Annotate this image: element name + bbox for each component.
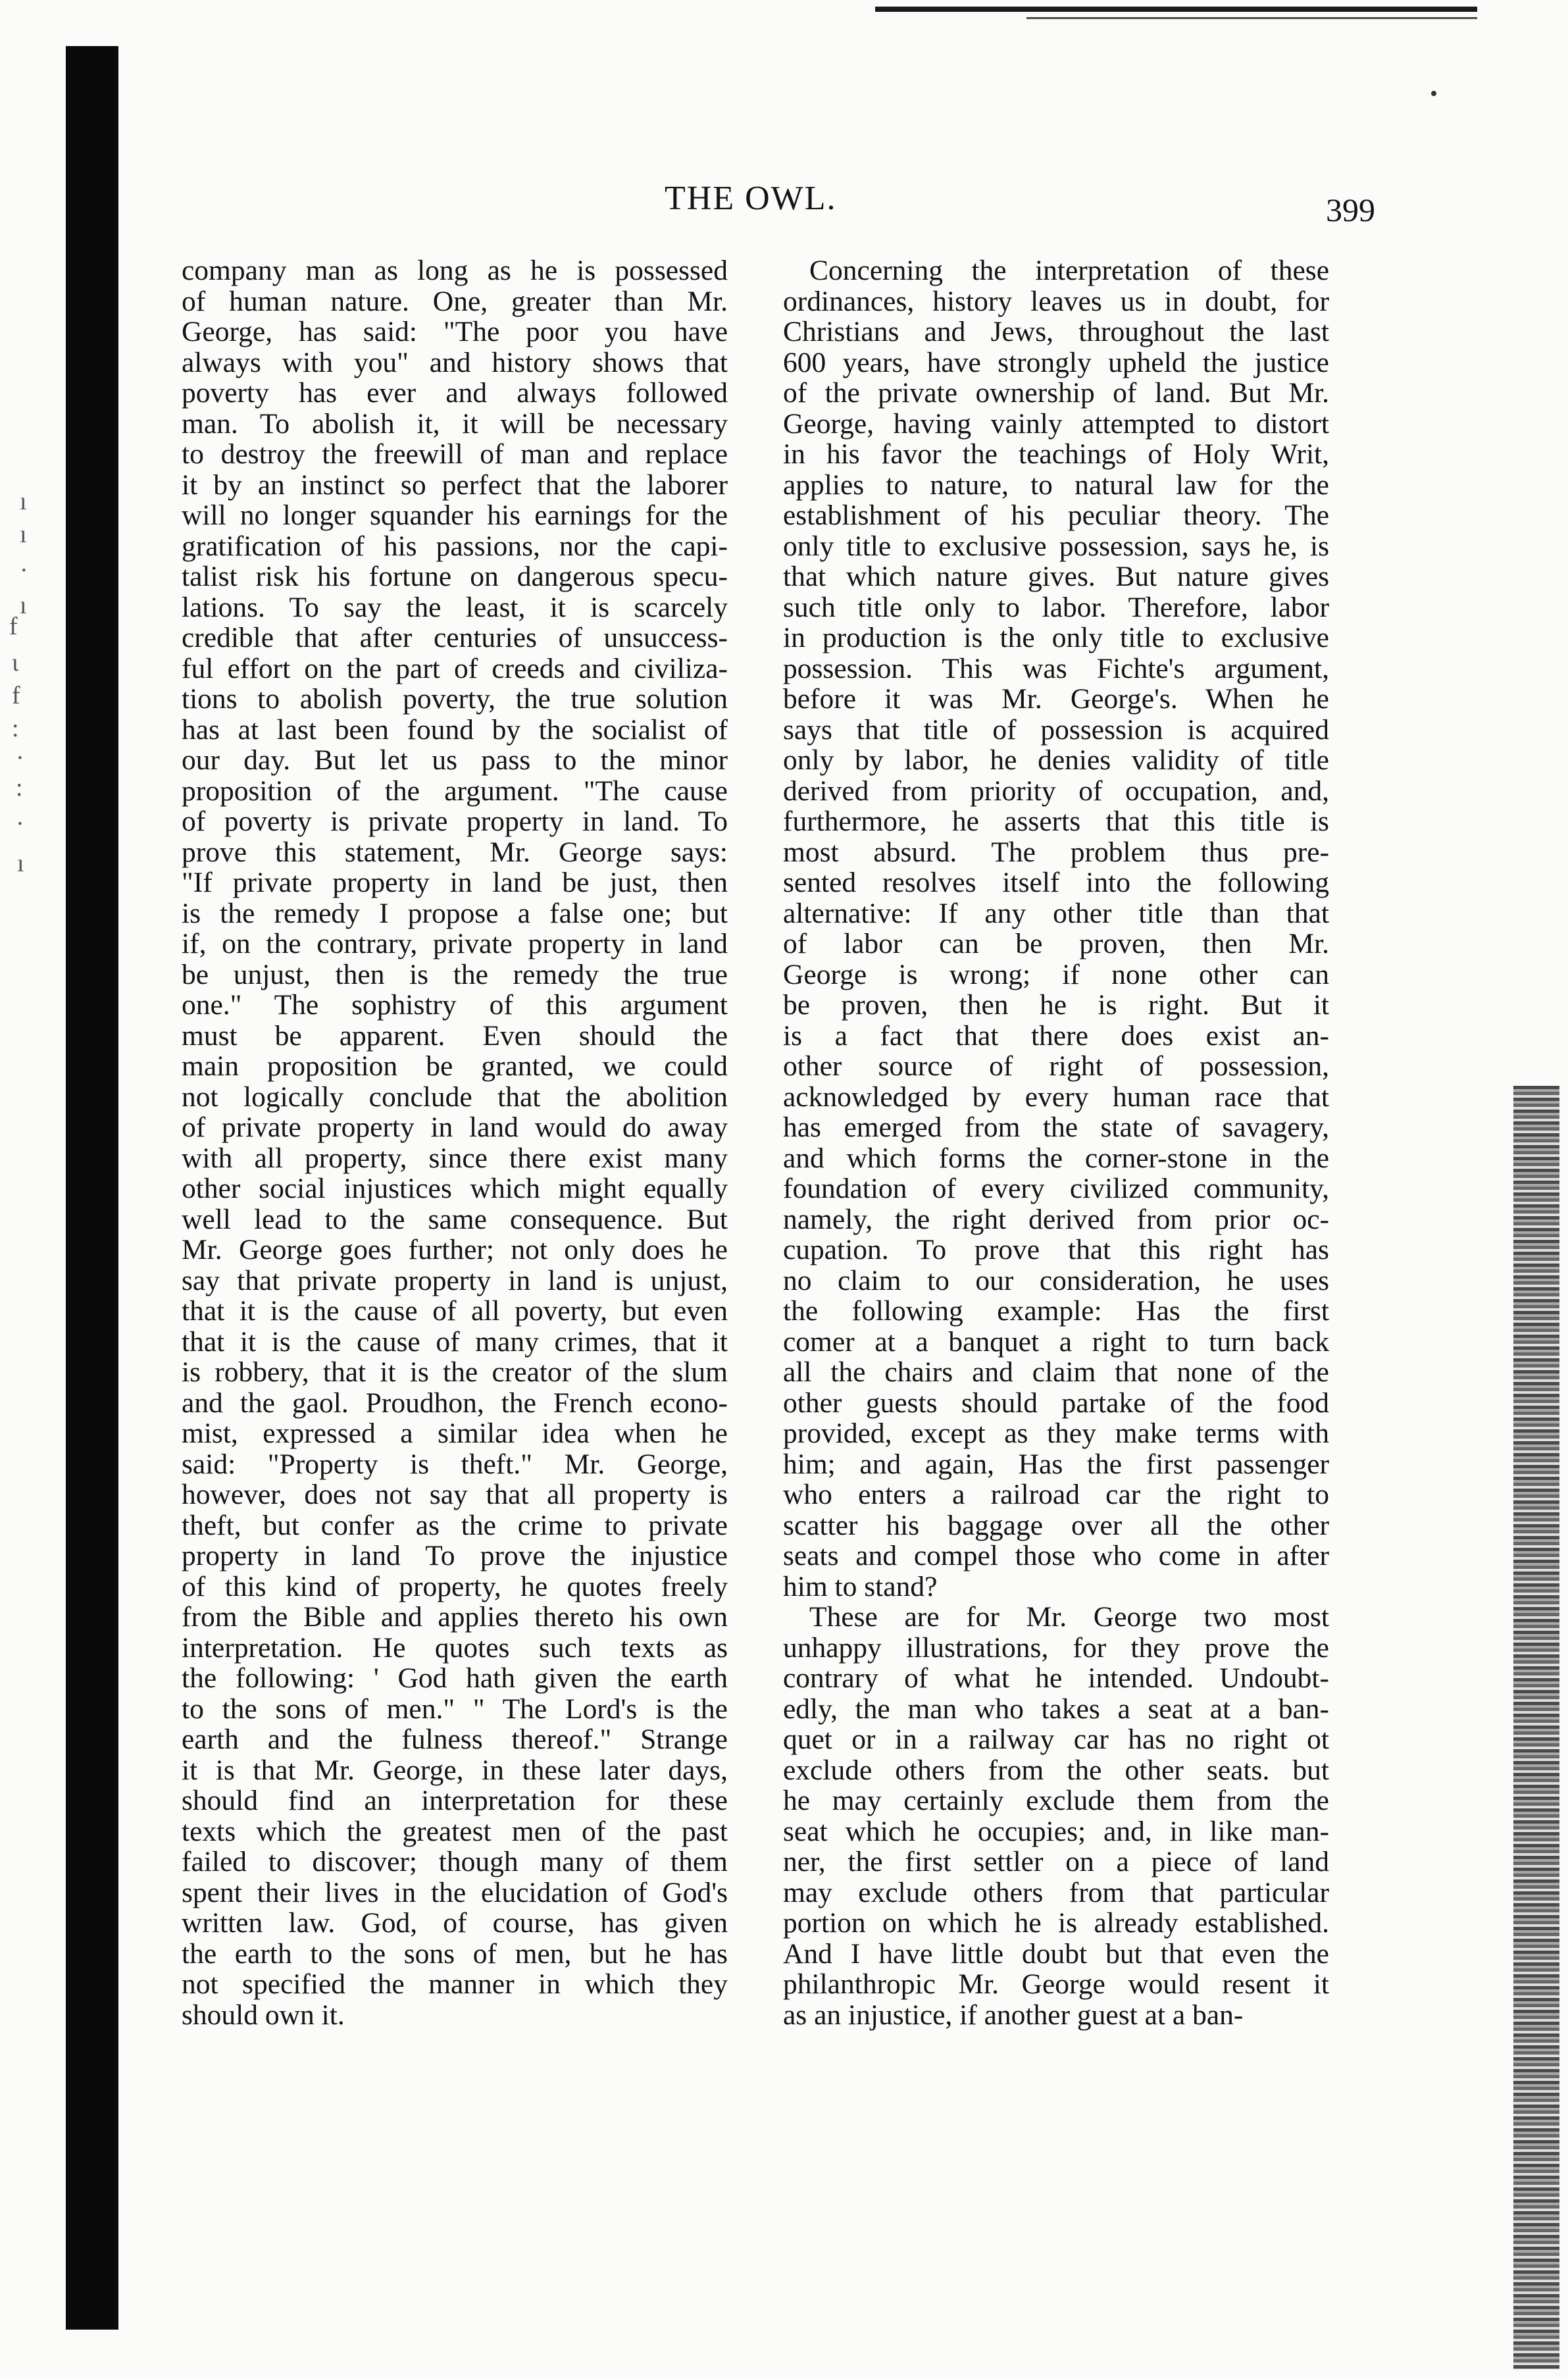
text-line: of poverty is private property in land. To bbox=[182, 805, 728, 837]
text-line: derived from priority of occupation, and, bbox=[783, 775, 1329, 807]
margin-mark: ı bbox=[20, 488, 27, 515]
text-line: has emerged from the state of savagery, bbox=[783, 1112, 1329, 1143]
text-line: exclude others from the other seats. but bbox=[783, 1754, 1329, 1786]
text-line: edly, the man who takes a seat at a ban- bbox=[783, 1693, 1329, 1725]
text-line: be unjust, then is the remedy the true bbox=[182, 958, 728, 990]
text-line: alternative: If any other title than that bbox=[783, 897, 1329, 929]
text-line: is a fact that there does exist an- bbox=[783, 1019, 1329, 1052]
text-line: has at last been found by the socialist of bbox=[182, 713, 728, 746]
text-line: will no longer squander his earnings for the bbox=[182, 499, 728, 531]
text-line: must be apparent. Even should the bbox=[182, 1019, 728, 1052]
text-line: may exclude others from that particular bbox=[783, 1876, 1329, 1908]
text-line: Christians and Jews, throughout the last bbox=[783, 316, 1329, 347]
text-line: failed to discover; though many of them bbox=[182, 1846, 728, 1878]
text-line: be proven, then he is right. But it bbox=[783, 989, 1329, 1021]
text-line: earth and the fulness thereof." Strange bbox=[182, 1724, 728, 1755]
text-line: to the sons of men." " The Lord's is the bbox=[182, 1693, 728, 1725]
margin-mark: ı bbox=[17, 850, 24, 877]
text-line: the following example: Has the first bbox=[783, 1295, 1329, 1327]
text-line: ful effort on the part of creeds and civiliza- bbox=[182, 652, 728, 684]
text-line: George, having vainly attempted to distort bbox=[783, 407, 1329, 440]
text-line: unhappy illustrations, for they prove the bbox=[783, 1631, 1329, 1664]
text-line: Mr. George goes further; not only does he bbox=[182, 1234, 728, 1265]
right-column bbox=[783, 255, 1329, 2030]
text-line: of private property in land would do away bbox=[182, 1112, 728, 1143]
text-line: other social injustices which might equally bbox=[182, 1173, 728, 1204]
text-line: sented resolves itself into the following bbox=[783, 867, 1329, 898]
text-line: that which nature gives. But nature gives bbox=[783, 561, 1329, 592]
scan-top-rule bbox=[875, 7, 1477, 12]
text-line: possession. This was Fichte's argument, bbox=[783, 652, 1329, 684]
left-column bbox=[182, 255, 728, 2030]
text-line: acknowledged by every human race that bbox=[783, 1081, 1329, 1113]
margin-mark: · bbox=[20, 557, 28, 584]
text-line: that it is the cause of many crimes, that it bbox=[182, 1325, 728, 1358]
text-line: to destroy the freewill of man and replace bbox=[182, 438, 728, 470]
text-line: not specified the manner in which they bbox=[182, 1968, 728, 2000]
text-line: and which forms the corner-stone in the bbox=[783, 1142, 1329, 1174]
margin-mark: · bbox=[16, 744, 24, 772]
margin-mark: ı bbox=[20, 521, 27, 548]
text-line: namely, the right derived from prior oc- bbox=[783, 1203, 1329, 1235]
text-line: he may certainly exclude them from the bbox=[783, 1785, 1329, 1816]
text-line: him; and again, Has the first passenger bbox=[783, 1448, 1329, 1480]
text-line: provided, except as they make terms with bbox=[783, 1418, 1329, 1449]
text-line: main proposition be granted, we could bbox=[182, 1050, 728, 1082]
text-line: of labor can be proven, then Mr. bbox=[783, 928, 1329, 959]
text-line: texts which the greatest men of the past bbox=[182, 1815, 728, 1847]
text-line: of human nature. One, greater than Mr. bbox=[182, 285, 728, 317]
text-line: interpretation. He quotes such texts as bbox=[182, 1631, 728, 1664]
text-line: foundation of every civilized community, bbox=[783, 1173, 1329, 1204]
text-line: applies to nature, to natural law for the bbox=[783, 469, 1329, 501]
margin-mark: ı bbox=[20, 592, 27, 619]
text-line: is the remedy I propose a false one; but bbox=[182, 897, 728, 929]
margin-mark: · bbox=[16, 810, 24, 838]
margin-mark: : bbox=[12, 715, 19, 742]
text-line: it by an instinct so perfect that the laborer bbox=[182, 469, 728, 501]
text-line: ner, the first settler on a piece of land bbox=[783, 1846, 1329, 1878]
text-line: "If private property in land be just, then bbox=[182, 867, 728, 898]
text-line: however, does not say that all property is bbox=[182, 1479, 728, 1510]
text-line: company man as long as he is possessed bbox=[182, 255, 728, 286]
text-line: the earth to the sons of men, but he has bbox=[182, 1937, 728, 1970]
margin-mark: ι bbox=[12, 649, 19, 677]
scan-binding-shadow bbox=[66, 46, 118, 2330]
scan-page-edge bbox=[1513, 1086, 1559, 2369]
text-line: of this kind of property, he quotes freely bbox=[182, 1570, 728, 1602]
text-line: if, on the contrary, private property in land bbox=[182, 928, 728, 959]
text-line: establishment of his peculiar theory. The bbox=[783, 499, 1329, 531]
text-line: such title only to labor. Therefore, labor bbox=[783, 591, 1329, 623]
text-line: no claim to our consideration, he uses bbox=[783, 1264, 1329, 1296]
text-line: philanthropic Mr. George would resent it bbox=[783, 1968, 1329, 2000]
text-line: quet or in a railway car has no right ot bbox=[783, 1724, 1329, 1755]
text-line: George, has said: "The poor you have bbox=[182, 316, 728, 347]
text-line: all the chairs and claim that none of the bbox=[783, 1356, 1329, 1388]
text-line: said: "Property is theft." Mr. George, bbox=[182, 1448, 728, 1480]
text-line: say that private property in land is unjust, bbox=[182, 1264, 728, 1296]
text-line: only by labor, he denies validity of title bbox=[783, 744, 1329, 776]
running-header: THE OWL. bbox=[665, 180, 837, 217]
text-line: man. To abolish it, it will be necessary bbox=[182, 407, 728, 440]
text-line: other guests should partake of the food bbox=[783, 1387, 1329, 1419]
text-line: ordinances, history leaves us in doubt, for bbox=[783, 285, 1329, 317]
text-line: before it was Mr. George's. When he bbox=[783, 683, 1329, 715]
text-line: tions to abolish poverty, the true solution bbox=[182, 683, 728, 715]
text-line: from the Bible and applies thereto his own bbox=[182, 1601, 728, 1633]
text-line: always with you" and history shows that bbox=[182, 346, 728, 378]
text-line: scatter his baggage over all the other bbox=[783, 1509, 1329, 1541]
text-line: should find an interpretation for these bbox=[182, 1785, 728, 1816]
margin-mark: : bbox=[16, 774, 23, 802]
text-line: spent their lives in the elucidation of God's bbox=[182, 1876, 728, 1908]
text-line: And I have little doubt but that even the bbox=[783, 1937, 1329, 1970]
text-line: lations. To say the least, it is scarcely bbox=[182, 591, 728, 623]
text-line: property in land To prove the injustice bbox=[182, 1540, 728, 1572]
text-line: These are for Mr. George two most bbox=[809, 1601, 1329, 1633]
text-line: seat which he occupies; and, in like man- bbox=[783, 1815, 1329, 1847]
text-line: as an injustice, if another guest at a ban- bbox=[783, 1999, 1244, 2031]
scan-speck bbox=[1431, 91, 1436, 96]
text-line: gratification of his passions, nor the capi- bbox=[182, 530, 728, 562]
text-line: well lead to the same consequence. But bbox=[182, 1203, 728, 1235]
text-line: not logically conclude that the abolition bbox=[182, 1081, 728, 1113]
text-line: in production is the only title to exclusive bbox=[783, 622, 1329, 653]
scan-top-rule-thin bbox=[1026, 17, 1477, 19]
text-line: cupation. To prove that this right has bbox=[783, 1234, 1329, 1265]
text-line: him to stand? bbox=[783, 1570, 938, 1602]
text-line: is robbery, that it is the creator of the slum bbox=[182, 1356, 728, 1388]
text-line: one." The sophistry of this argument bbox=[182, 989, 728, 1021]
text-line: theft, but confer as the crime to private bbox=[182, 1509, 728, 1541]
text-line: proposition of the argument. "The cause bbox=[182, 775, 728, 807]
text-line: Concerning the interpretation of these bbox=[809, 255, 1329, 286]
text-line: of the private ownership of land. But Mr. bbox=[783, 377, 1329, 409]
text-line: prove this statement, Mr. George says: bbox=[182, 836, 728, 868]
text-line: it is that Mr. George, in these later days, bbox=[182, 1754, 728, 1786]
text-line: poverty has ever and always followed bbox=[182, 377, 728, 409]
text-line: other source of right of possession, bbox=[783, 1050, 1329, 1082]
text-line: comer at a banquet a right to turn back bbox=[783, 1325, 1329, 1358]
text-line: written law. God, of course, has given bbox=[182, 1907, 728, 1939]
text-line: in his favor the teachings of Holy Writ, bbox=[783, 438, 1329, 470]
text-line: seats and compel those who come in after bbox=[783, 1540, 1329, 1572]
text-line: with all property, since there exist many bbox=[182, 1142, 728, 1174]
text-line: our day. But let us pass to the minor bbox=[182, 744, 728, 776]
text-line: 600 years, have strongly upheld the justice bbox=[783, 346, 1329, 378]
text-line: furthermore, he asserts that this title is bbox=[783, 805, 1329, 837]
text-line: credible that after centuries of unsuccess- bbox=[182, 622, 728, 653]
margin-mark: f bbox=[9, 613, 18, 640]
text-line: the following: ' God hath given the earth bbox=[182, 1662, 728, 1694]
text-line: contrary of what he intended. Undoubt- bbox=[783, 1662, 1329, 1694]
text-line: and the gaol. Proudhon, the French econo- bbox=[182, 1387, 728, 1419]
text-line: George is wrong; if none other can bbox=[783, 958, 1329, 990]
page-number: 399 bbox=[1326, 192, 1375, 228]
text-line: who enters a railroad car the right to bbox=[783, 1479, 1329, 1510]
text-line: only title to exclusive possession, says he, is bbox=[783, 530, 1329, 562]
text-line: portion on which he is already established. bbox=[783, 1907, 1329, 1939]
text-line: that it is the cause of all poverty, but even bbox=[182, 1295, 728, 1327]
text-line: most absurd. The problem thus pre- bbox=[783, 836, 1329, 868]
text-line: mist, expressed a similar idea when he bbox=[182, 1418, 728, 1449]
text-line: says that title of possession is acquired bbox=[783, 713, 1329, 746]
text-line: should own it. bbox=[182, 1999, 345, 2031]
text-line: talist risk his fortune on dangerous specu- bbox=[182, 561, 728, 592]
margin-mark: f bbox=[12, 682, 20, 709]
